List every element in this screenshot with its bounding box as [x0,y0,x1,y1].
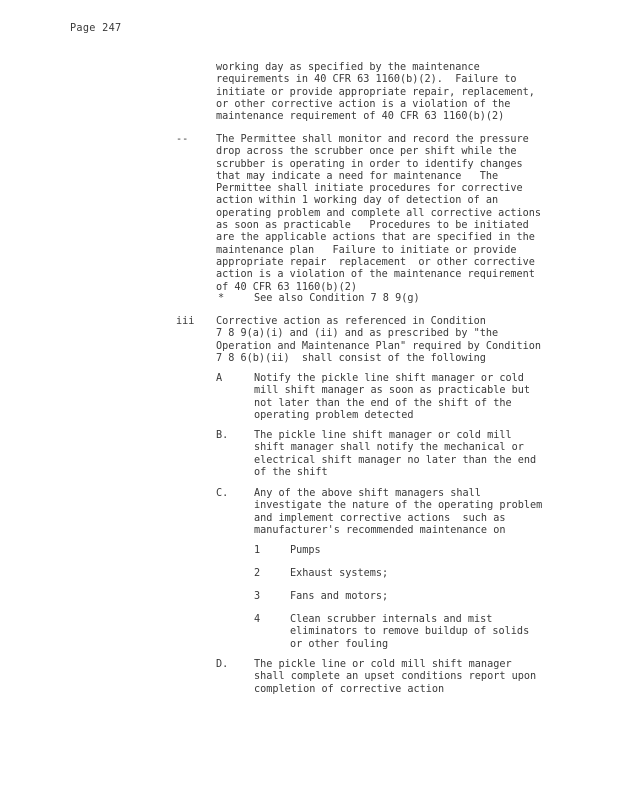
text-line: Fans and motors; [290,591,389,602]
item-iii-marker: iii [176,316,195,327]
text-line: eliminators to remove buildup of solids [290,626,530,638]
subitem-c-paragraph [254,488,542,537]
numbered-item-3-marker: 3 [254,591,261,602]
text-line: Exhaust systems; [290,568,389,579]
text-line: that may indicate a need for maintenance The [216,170,499,182]
numbered-item-3-text [290,591,388,603]
continuation-paragraph [216,62,535,123]
text-line: The pickle line shift manager or cold mill [254,430,512,441]
text-line: operating problem detected [254,409,414,421]
text-line: scrubber is operating in order to identify changes [216,158,523,170]
text-line: The Permittee shall monitor and record the pressure [216,134,529,145]
text-line: maintenance plan Failure to initiate or provide [216,244,517,256]
text-line: action is a violation of the maintenance requirement [216,269,535,281]
condition-note: See also Condition 7 8 9(g) [254,293,420,304]
text-line: Notify the pickle line shift manager or cold [254,373,524,384]
text-line: shift manager shall notify the mechanical or [254,442,524,454]
text-line: drop across the scrubber once per shift while the [216,146,517,158]
text-line: as soon as practicable Procedures to be initiated [216,220,529,232]
text-line: action within 1 working day of detection of an [216,195,499,207]
text-line: are the applicable actions that are specified in the [216,232,535,244]
text-line: and implement corrective actions such as [254,512,506,524]
text-line: Pumps [290,545,321,556]
text-line: Corrective action as referenced in Condition [216,316,486,327]
item-ii-paragraph [216,134,541,294]
text-line: requirements in 40 CFR 63 1160(b)(2). Failure to [216,74,517,86]
subitem-a-paragraph [254,373,530,422]
subitem-a-marker: A [216,373,223,384]
text-line: manufacturer's recommended maintenance on [254,524,506,536]
text-line: initiate or provide appropriate repair, replacement, [216,86,535,98]
numbered-item-1-text [290,545,321,557]
text-line: not later than the end of the shift of the [254,397,512,409]
text-line: of 40 CFR 63 1160(b)(2) [216,281,358,293]
text-line: investigate the nature of the operating problem [254,500,543,512]
text-line: 7 8 6(b)(ii) shall consist of the following [216,352,486,364]
text-line: or other fouling [290,638,389,650]
text-line: electrical shift manager no later than the end [254,454,537,466]
text-line: operating problem and complete all corrective actions [216,207,542,219]
text-line: completion of corrective action [254,683,445,695]
subitem-c-marker: C. [216,488,229,499]
text-line: The pickle line or cold mill shift manager [254,659,512,670]
note-marker: * [218,293,225,304]
numbered-item-2-text [290,568,388,580]
subitem-d-marker: D. [216,659,229,670]
subitem-d-paragraph [254,659,536,696]
numbered-item-2-marker: 2 [254,568,261,579]
text-line: Permittee shall initiate procedures for corrective [216,183,523,195]
text-line: shall complete an upset conditions report upon [254,671,537,683]
text-line: maintenance requirement of 40 CFR 63 1160(b)(2) [216,111,505,123]
text-line: working day as specified by the maintenance [216,62,480,73]
text-line: 7 8 9(a)(i) and (ii) and as prescribed by "the [216,328,499,340]
page-number: Page 247 [70,23,122,34]
item-ii-marker: -- [176,134,189,145]
item-iii-paragraph [216,316,541,365]
text-line: mill shift manager as soon as practicable but [254,385,531,397]
subitem-b-paragraph [254,430,536,479]
text-line: appropriate repair replacement or other corrective [216,256,535,268]
text-line: or other corrective action is a violation of the [216,98,511,110]
subitem-b-marker: B. [216,430,229,441]
text-line: of the shift [254,466,328,478]
numbered-item-4-text [290,614,529,651]
text-line: Clean scrubber internals and mist [290,614,493,625]
text-line: Operation and Maintenance Plan" required by Condition [216,340,542,352]
text-line: Any of the above shift managers shall [254,488,481,499]
numbered-item-4-marker: 4 [254,614,261,625]
numbered-item-1-marker: 1 [254,545,261,556]
